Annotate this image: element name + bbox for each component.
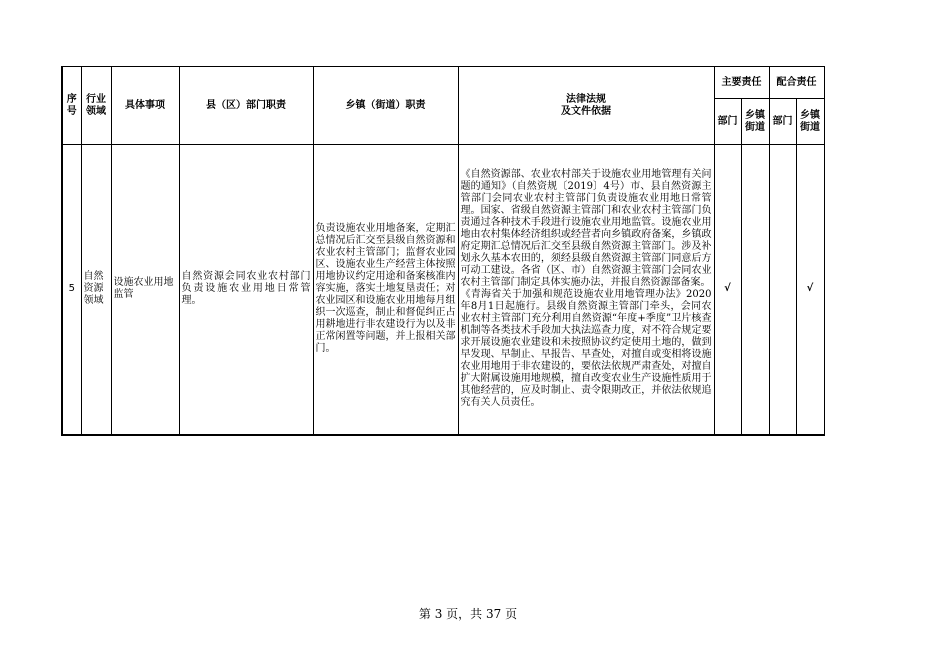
header-main-dept: 部门 xyxy=(714,99,741,145)
cell-main-town-check xyxy=(741,145,769,435)
header-coop-responsibility: 配合责任 xyxy=(769,67,824,99)
cell-main-dept-check: √ xyxy=(714,145,741,435)
header-coop-dept: 部门 xyxy=(769,99,796,145)
header-law: 法律法规 及文件依据 xyxy=(458,67,714,145)
header-main-responsibility: 主要责任 xyxy=(714,67,769,99)
cell-sector: 自然资源领域 xyxy=(81,145,111,435)
responsibility-table xyxy=(61,66,825,436)
header-seq: 序号 xyxy=(62,67,81,145)
page-footer: 第 3 页，共 37 页 xyxy=(418,607,518,621)
cell-coop-dept-check xyxy=(769,145,796,435)
cell-county-duty: 自然资源会同农业农村部门负责设施农业用地日常管理。 xyxy=(179,145,313,435)
header-coop-town: 乡镇街道 xyxy=(796,99,824,145)
table-row xyxy=(62,145,824,435)
header-county-duty: 县（区）部门职责 xyxy=(179,67,313,145)
header-sector: 行业领域 xyxy=(81,67,111,145)
cell-seq: 5 xyxy=(62,145,81,435)
cell-coop-town-check: √ xyxy=(796,145,824,435)
cell-town-duty: 负责设施农业用地备案，定期汇总情况后汇交至县级自然资源和农业农村主管部门；监督农业园区、设施农业生产经营主体按照用地协议约定用途和备案核准内容实施，落实土地复垦责任；对农业园区和设施农业用地每月组织一次巡查，制止和督促纠正占用耕地进行非农建设行为以及非正常闲置等问题，并上报相关部门。 xyxy=(313,145,458,435)
cell-item: 设施农业用地监管 xyxy=(111,145,179,435)
header-main-town: 乡镇街道 xyxy=(741,99,769,145)
cell-law-basis: 《自然资源部、农业农村部关于设施农业用地管理有关问题的通知》（自然资规〔2019〕4号）市、县自然资源主管部门会同农业农村主管部门负责设施农业用地日常管理。国家、省级自然资源主管部门和农业农村主管部门负责通过各种技术手段进行设施农业用地监管。设施农业用地由农村集体经济组织或经营者向乡镇政府备案，乡镇政府定期汇总情况后汇交至县级自然资源主管部门。涉及补划永久基本农田的，须经县级自然资源主管部门同意后方可动工建设。各省（区、市）自然资源主管部门会同农业农村主管部门制定具体实施办法，并报自然资源部备案。 《青海省关于加强和规范设施农业用地管理办法》2020年8月1日起施行。县级自然资源主管部门牵头，会同农业农村主管部门充分利用自然资源“年度+季度”卫片核查机制等各类技术手段加大执法巡查力度，对不符合规定要求开展设施农业建设和未按照协议约定使用土地的，做到早发现、早制止、早报告、早查处，对擅自或变相将设施农业用地用于非农建设的，要依法依规严肃查处，对擅自扩大附属设施用地规模，擅自改变农业生产设施性质用于其他经营的，应及时制止、责令限期改正，并依法依规追究有关人员责任。 xyxy=(458,145,714,435)
header-town-duty: 乡镇（街道）职责 xyxy=(313,67,458,145)
header-item: 具体事项 xyxy=(111,67,179,145)
